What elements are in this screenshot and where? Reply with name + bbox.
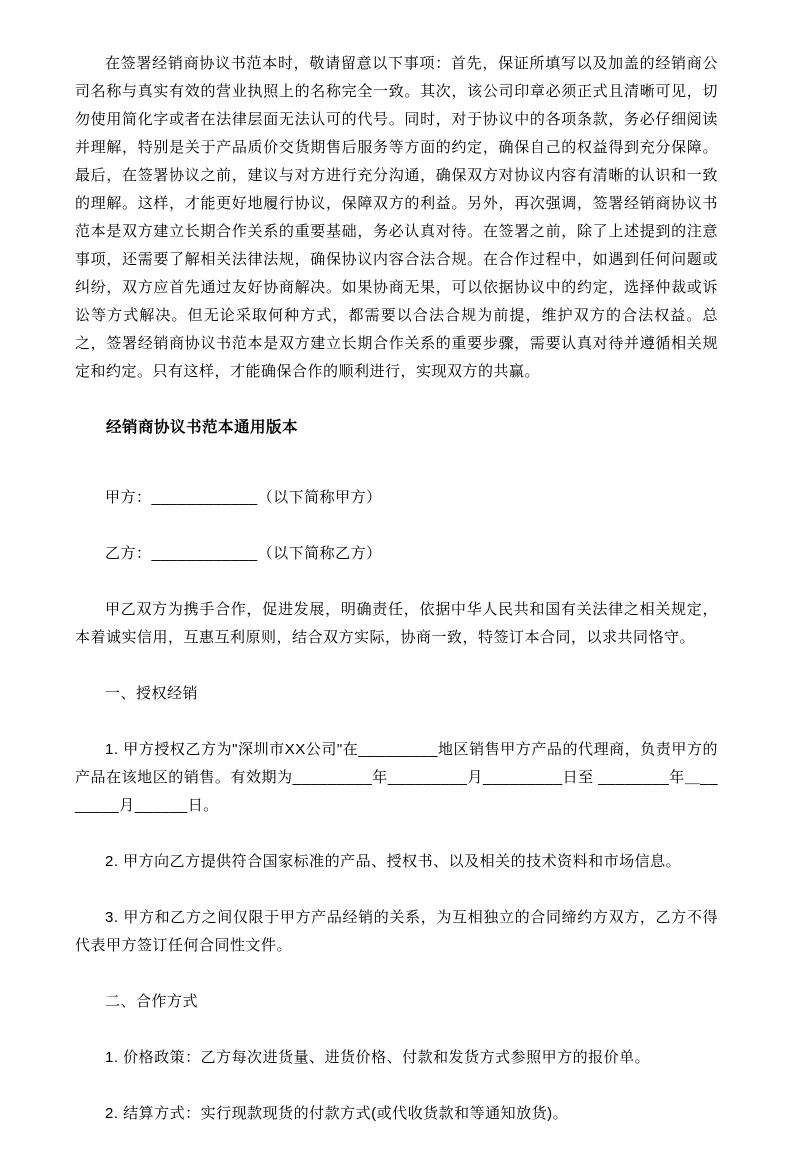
- party-a-line: 甲方：____________（以下简称甲方）: [105, 489, 382, 506]
- preamble-paragraph: 甲乙双方为携手合作，促进发展，明确责任，依据中华人民共和国有关法律之相关规定，本着诚实信用，互惠互利原则，结合双方实际，协商一致，特签订本合同，以求共同恪守。: [75, 601, 718, 646]
- section-2-heading: 二、合作方式: [105, 993, 199, 1010]
- clause-1-1: 1. 甲方授权乙方为"深圳市XX公司"在_________地区销售甲方产品的代理商，负责甲方的产品在该地区的销售。有效期为_________年_________月_________日至 ________年＿_______月______日。: [75, 741, 718, 814]
- clause-2-1: 1. 价格政策：乙方每次进货量、进货价格、付款和发货方式参照甲方的报价单。: [105, 1049, 651, 1066]
- clause-2-2: 2. 结算方式：实行现款现货的付款方式(或代收货款和等通知放货)。: [105, 1105, 569, 1122]
- intro-paragraph: 在签署经销商协议书范本时，敬请留意以下事项：首先，保证所填写以及加盖的经销商公司名称与真实有效的营业执照上的名称完全一致。其次，该公司印章必须正式且清晰可见，切勿使用简化字或者在法律层面无法认可的代号。同时，对于协议中的各项条款，务必仔细阅读并理解，特别是关于产品质价交货期售后服务等方面的约定，确保自己的权益得到充分保障。最后，在签署协议之前，建议与对方进行充分沟通，确保双方对协议内容有清晰的认识和一致的理解。这样，才能更好地履行协议，保障双方的利益。另外，再次强调，签署经销商协议书范本是双方建立长期合作关系的重要基础，务必认真对待。在签署之前，除了上述提到的注意事项，还需要了解相关法律法规，确保协议内容合法合规。在合作过程中，如遇到任何问题或纠纷，双方应首先通过友好协商解决。如果协商无果，可以依据协议中的约定，选择仲裁或诉讼等方式解决。但无论采取何种方式，都需要以合法合规为前提，维护双方的合法权益。总之，签署经销商协议书范本是双方建立长期合作关系的重要步骤，需要认真对待并遵循相关规定和约定。只有这样，才能确保合作的顺利进行，实现双方的共赢。: [75, 55, 718, 380]
- document-title: 经销商协议书范本通用版本: [106, 419, 299, 436]
- section-1-heading: 一、授权经销: [105, 685, 199, 702]
- clause-1-3: 3. 甲方和乙方之间仅限于甲方产品经销的关系，为互相独立的合同缔约方双方，乙方不得代表甲方签订任何合同性文件。: [75, 909, 718, 954]
- clause-1-2: 2. 甲方向乙方提供符合国家标准的产品、授权书、以及相关的技术资料和市场信息。: [105, 853, 682, 870]
- party-b-line: 乙方：____________（以下简称乙方）: [105, 545, 382, 562]
